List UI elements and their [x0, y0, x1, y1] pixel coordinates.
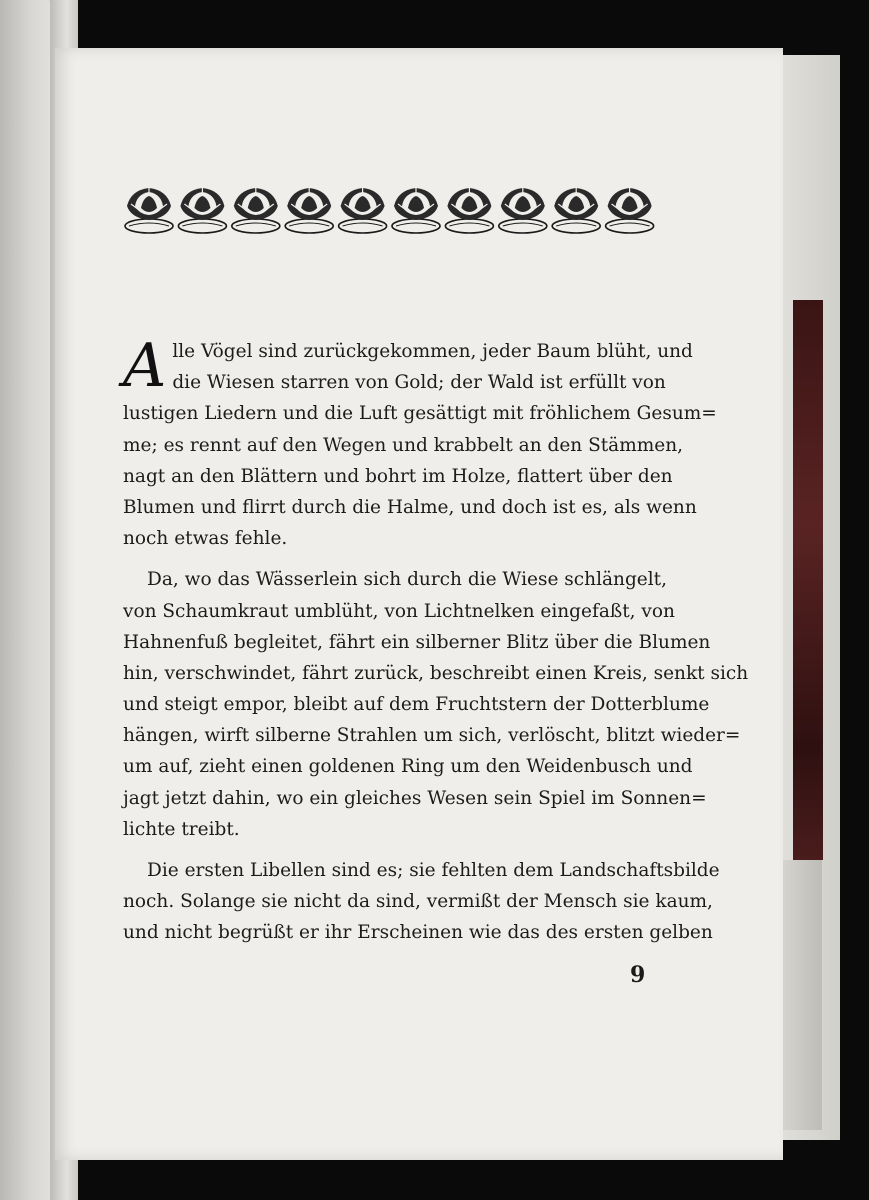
- text-line: und nicht begrüßt er ihr Erscheinen wie das des ersten gelben: [123, 922, 713, 944]
- lotus-flower-icon: [125, 188, 173, 233]
- paragraph: [123, 855, 720, 949]
- text-line: um auf, zieht einen goldenen Ring um den Weidenbusch und: [123, 756, 693, 778]
- drop-cap-initial: A: [123, 331, 167, 401]
- page-number: 9: [630, 962, 646, 988]
- text-line: me; es rennt auf den Wegen und krabbelt an den Stämmen,: [123, 434, 684, 456]
- text-line: die Wiesen starren von Gold; der Wald ist erfüllt von: [172, 372, 666, 394]
- text-line: Hahnenfuß begleitet, fährt ein silberner Blitz über die Blumen: [123, 631, 711, 653]
- book-cover-binding: [793, 300, 823, 860]
- text-line: von Schaumkraut umblüht, von Lichtnelken eingefaßt, von: [123, 600, 675, 622]
- text-line: nagt an den Blättern und bohrt im Holze, flattert über den: [123, 465, 673, 487]
- lotus-flower-icon: [285, 188, 333, 233]
- lotus-flower-icon: [178, 188, 226, 233]
- paragraph: [123, 564, 749, 845]
- text-line: lichte treibt.: [123, 818, 240, 840]
- text-line: hängen, wirft silberne Strahlen um sich, verlöscht, blitzt wieder=: [123, 725, 741, 747]
- text-line: Die ersten Libellen sind es; sie fehlten dem Landschaftsbilde: [147, 860, 720, 881]
- lotus-flower-icon: [606, 188, 654, 233]
- text-line: noch. Solange sie nicht da sind, vermißt der Mensch sie kaum,: [123, 891, 713, 913]
- lotus-ornament-band: [123, 182, 655, 236]
- text-line: jagt jetzt dahin, wo ein gleiches Wesen sein Spiel im Sonnen=: [123, 787, 707, 809]
- lotus-flower-icon: [445, 188, 493, 233]
- text-line: noch etwas fehle.: [123, 528, 288, 550]
- body-text: [123, 331, 749, 959]
- text-line: lustigen Liedern und die Luft gesättigt mit fröhlichem Gesum=: [123, 403, 717, 425]
- lotus-flower-icon: [499, 188, 547, 233]
- text-line: lle Vögel sind zurückgekommen, jeder Baum blüht, und: [172, 341, 693, 362]
- paragraph: [123, 331, 717, 554]
- text-line: Da, wo das Wässerlein sich durch die Wiese schlängelt,: [147, 569, 667, 591]
- lotus-flower-icon: [339, 188, 387, 233]
- lotus-flower-icon: [552, 188, 600, 233]
- text-line: und steigt empor, bleibt auf dem Fruchtstern der Dotterblume: [123, 694, 710, 716]
- lotus-flower-icon: [232, 188, 280, 233]
- text-line: hin, verschwindet, fährt zurück, beschreibt einen Kreis, senkt sich: [123, 662, 749, 684]
- text-line: Blumen und flirrt durch die Halme, und doch ist es, als wenn: [123, 496, 697, 518]
- lotus-flower-icon: [392, 188, 440, 233]
